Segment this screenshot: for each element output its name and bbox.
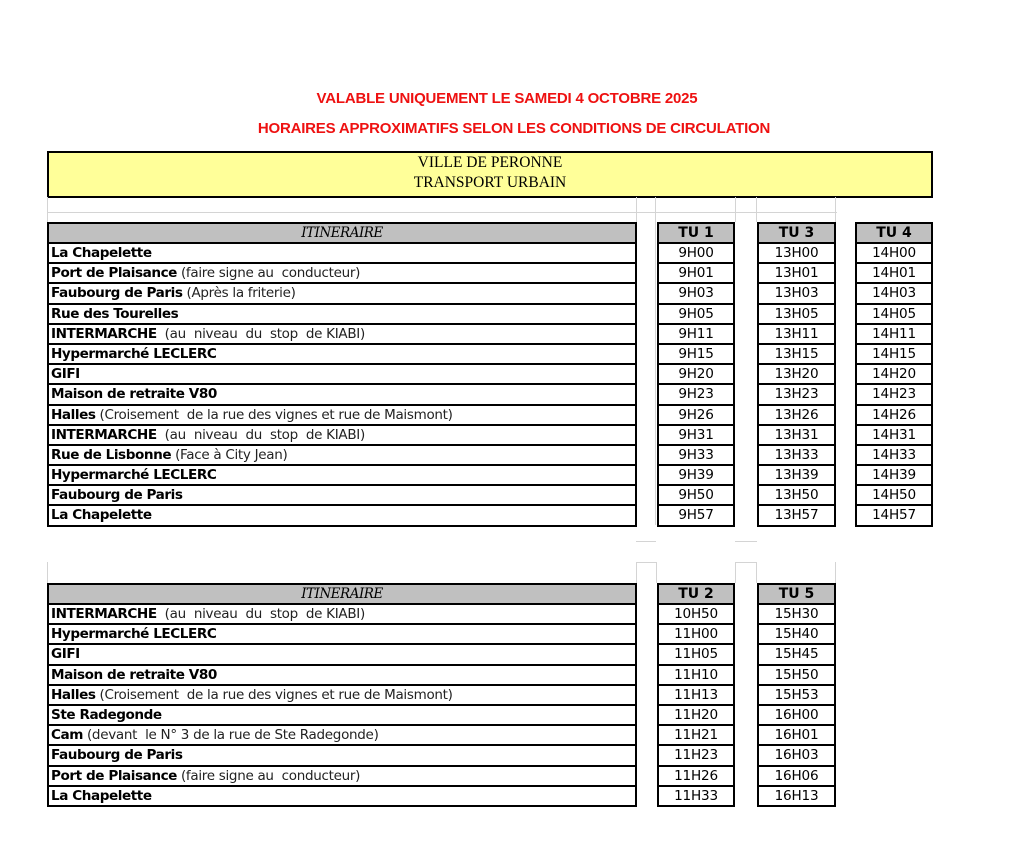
stop-note: (Croisement de la rue des vignes et rue de Maismont) xyxy=(95,686,453,703)
departure-time: 14H26 xyxy=(857,406,931,426)
stop-name: Faubourg de Paris xyxy=(51,747,183,764)
departure-time: 14H20 xyxy=(857,365,931,385)
departure-time: 13H50 xyxy=(759,486,834,506)
stop-name: Halles xyxy=(51,686,96,703)
departure-time: 15H53 xyxy=(759,686,834,706)
gridline xyxy=(656,562,657,583)
stop-name: Rue des Tourelles xyxy=(51,305,179,322)
departure-time: 13H03 xyxy=(759,284,834,304)
departure-time: 13H39 xyxy=(759,466,834,486)
gridline xyxy=(47,562,48,583)
validity-notice: VALABLE UNIQUEMENT LE SAMEDI 4 OCTOBRE 2025 xyxy=(316,90,698,107)
departure-time: 11H33 xyxy=(674,787,718,804)
stop-name: Hypermarché LECLERC xyxy=(51,626,217,643)
gridline xyxy=(655,197,656,222)
route-header: TU 1 xyxy=(659,224,733,244)
stop-row xyxy=(49,706,635,726)
departure-time: 13H20 xyxy=(759,365,834,385)
stop-row xyxy=(49,244,635,264)
route-header: TU 5 xyxy=(759,585,834,605)
stop-row xyxy=(49,767,635,787)
stop-name: Port de Plaisance xyxy=(51,767,177,784)
stop-name: Halles xyxy=(51,406,96,423)
departure-time: 11H23 xyxy=(659,746,733,766)
departure-time: 16H13 xyxy=(774,787,819,804)
departure-time: 13H01 xyxy=(759,264,834,284)
departure-time: 9H03 xyxy=(659,284,733,304)
stop-name: Faubourg de Paris xyxy=(51,285,183,302)
banner-service: TRANSPORT URBAIN xyxy=(413,174,567,191)
stop-note: (faire signe au conducteur) xyxy=(176,767,361,784)
departure-time: 13H23 xyxy=(759,385,834,405)
stop-name: GIFI xyxy=(51,646,80,663)
departure-time: 14H11 xyxy=(857,325,931,345)
stop-name: La Chapelette xyxy=(51,245,152,261)
gridline xyxy=(636,541,656,542)
gridline xyxy=(735,562,757,563)
stop-name: Hypermarché LECLERC xyxy=(51,345,217,362)
departure-time: 14H57 xyxy=(872,507,916,524)
approximate-times-notice: HORAIRES APPROXIMATIFS SELON LES CONDITIONS DE CIRCULATION xyxy=(257,120,771,137)
departure-time: 13H15 xyxy=(759,345,834,365)
departure-time: 13H57 xyxy=(774,507,819,524)
departure-time: 9H50 xyxy=(659,486,733,506)
departure-time: 13H11 xyxy=(759,325,834,345)
departure-time: 11H21 xyxy=(659,726,733,746)
stop-row xyxy=(49,325,635,345)
departure-time: 14H00 xyxy=(857,244,931,264)
departure-time: 15H30 xyxy=(759,605,834,625)
stop-note: (au niveau du stop de KIABI) xyxy=(156,606,365,622)
stop-row xyxy=(49,645,635,665)
gridline xyxy=(735,197,736,222)
route-tu2-column xyxy=(657,583,735,807)
stop-row xyxy=(49,466,635,486)
departure-time: 11H05 xyxy=(659,645,733,665)
gridline xyxy=(655,222,656,525)
gridline xyxy=(636,197,637,222)
departure-time: 9H33 xyxy=(659,446,733,466)
departure-time: 16H00 xyxy=(759,706,834,726)
departure-time: 13H26 xyxy=(759,406,834,426)
stop-name: Port de Plaisance xyxy=(51,265,177,282)
stop-row xyxy=(49,686,635,706)
route-header: TU 4 xyxy=(857,224,931,244)
stop-row xyxy=(49,365,635,385)
title-banner xyxy=(47,151,933,198)
itinerary-header: ITINERAIRE xyxy=(49,224,635,244)
gridline xyxy=(735,541,757,542)
stop-note: (au niveau du stop de KIABI) xyxy=(156,426,365,443)
departure-time: 14H50 xyxy=(857,486,931,506)
stop-row xyxy=(49,605,635,625)
stop-name: GIFI xyxy=(51,366,80,383)
departure-time: 11H13 xyxy=(659,686,733,706)
gridline xyxy=(756,197,757,222)
stop-name: INTERMARCHE xyxy=(51,606,157,622)
stop-name: Maison de retraite V80 xyxy=(51,386,217,403)
departure-time: 11H20 xyxy=(659,706,733,726)
stop-row xyxy=(49,305,635,325)
departure-time: 9H15 xyxy=(659,345,733,365)
departure-time: 14H15 xyxy=(857,345,931,365)
morning-itinerary-table xyxy=(47,222,637,527)
departure-time: 9H31 xyxy=(659,426,733,446)
route-tu3-column xyxy=(757,222,836,527)
stop-note: (Croisement de la rue des vignes et rue de Maismont) xyxy=(95,406,453,423)
stop-row xyxy=(49,406,635,426)
route-tu1-column xyxy=(657,222,735,527)
departure-time: 15H40 xyxy=(759,625,834,645)
gridline xyxy=(835,197,836,222)
departure-time: 9H05 xyxy=(659,305,733,325)
stop-name: La Chapelette xyxy=(51,787,152,804)
route-tu5-column xyxy=(757,583,836,807)
stop-row xyxy=(49,446,635,466)
stop-name: INTERMARCHE xyxy=(51,325,157,342)
stop-row xyxy=(49,787,635,805)
stop-row xyxy=(49,385,635,405)
departure-time: 15H50 xyxy=(759,666,834,686)
departure-time: 10H50 xyxy=(659,605,733,625)
departure-time: 15H45 xyxy=(759,645,834,665)
departure-time: 13H31 xyxy=(759,426,834,446)
banner-city: VILLE DE PERONNE xyxy=(417,154,563,171)
gridline xyxy=(756,562,757,583)
stop-name: Rue de Lisbonne xyxy=(51,446,172,463)
route-header: TU 3 xyxy=(759,224,834,244)
gridline xyxy=(835,562,836,583)
stop-name: Ste Radegonde xyxy=(51,706,162,723)
stop-row xyxy=(49,746,635,766)
route-tu4-column xyxy=(855,222,933,527)
departure-time: 14H23 xyxy=(857,385,931,405)
departure-time: 9H39 xyxy=(659,466,733,486)
gridline xyxy=(636,562,657,563)
stop-row xyxy=(49,264,635,284)
stop-row xyxy=(49,506,635,524)
departure-time: 9H01 xyxy=(659,264,733,284)
route-header: TU 2 xyxy=(659,585,733,605)
departure-time: 13H05 xyxy=(759,305,834,325)
gridline xyxy=(47,212,837,213)
stop-name: Maison de retraite V80 xyxy=(51,666,217,683)
departure-time: 16H01 xyxy=(759,726,834,746)
departure-time: 9H11 xyxy=(659,325,733,345)
gridline xyxy=(735,562,736,583)
stop-name: Hypermarché LECLERC xyxy=(51,467,217,484)
stop-row xyxy=(49,625,635,645)
stop-row xyxy=(49,345,635,365)
departure-time: 9H20 xyxy=(659,365,733,385)
stop-note: (Après la friterie) xyxy=(182,285,296,302)
departure-time: 14H31 xyxy=(857,426,931,446)
stop-note: (devant le N° 3 de la rue de Ste Radegonde) xyxy=(82,727,379,744)
stop-row xyxy=(49,284,635,304)
stop-name: INTERMARCHE xyxy=(51,426,157,443)
stop-note: (au niveau du stop de KIABI) xyxy=(156,325,365,342)
departure-time: 11H26 xyxy=(659,767,733,787)
stop-name: Cam xyxy=(51,727,83,744)
departure-time: 14H01 xyxy=(857,264,931,284)
departure-time: 16H06 xyxy=(759,767,834,787)
departure-time: 9H00 xyxy=(659,244,733,264)
gridline xyxy=(636,562,637,583)
departure-time: 9H23 xyxy=(659,385,733,405)
stop-name: Faubourg de Paris xyxy=(51,487,183,504)
itinerary-header: ITINERAIRE xyxy=(49,585,635,605)
departure-time: 14H03 xyxy=(857,284,931,304)
stop-row xyxy=(49,486,635,506)
afternoon-itinerary-table xyxy=(47,583,637,807)
departure-time: 16H03 xyxy=(759,746,834,766)
departure-time: 14H33 xyxy=(857,446,931,466)
departure-time: 13H00 xyxy=(759,244,834,264)
departure-time: 11H00 xyxy=(659,625,733,645)
stop-note: (faire signe au conducteur) xyxy=(176,265,361,282)
departure-time: 11H10 xyxy=(659,666,733,686)
stop-row xyxy=(49,666,635,686)
stop-name: La Chapelette xyxy=(51,507,152,524)
stop-row xyxy=(49,426,635,446)
departure-time: 14H05 xyxy=(857,305,931,325)
stop-row xyxy=(49,726,635,746)
departure-time: 13H33 xyxy=(759,446,834,466)
gridline xyxy=(47,197,48,222)
departure-time: 9H57 xyxy=(678,507,714,524)
stop-note: (Face à City Jean) xyxy=(171,446,288,463)
departure-time: 9H26 xyxy=(659,406,733,426)
departure-time: 14H39 xyxy=(857,466,931,486)
